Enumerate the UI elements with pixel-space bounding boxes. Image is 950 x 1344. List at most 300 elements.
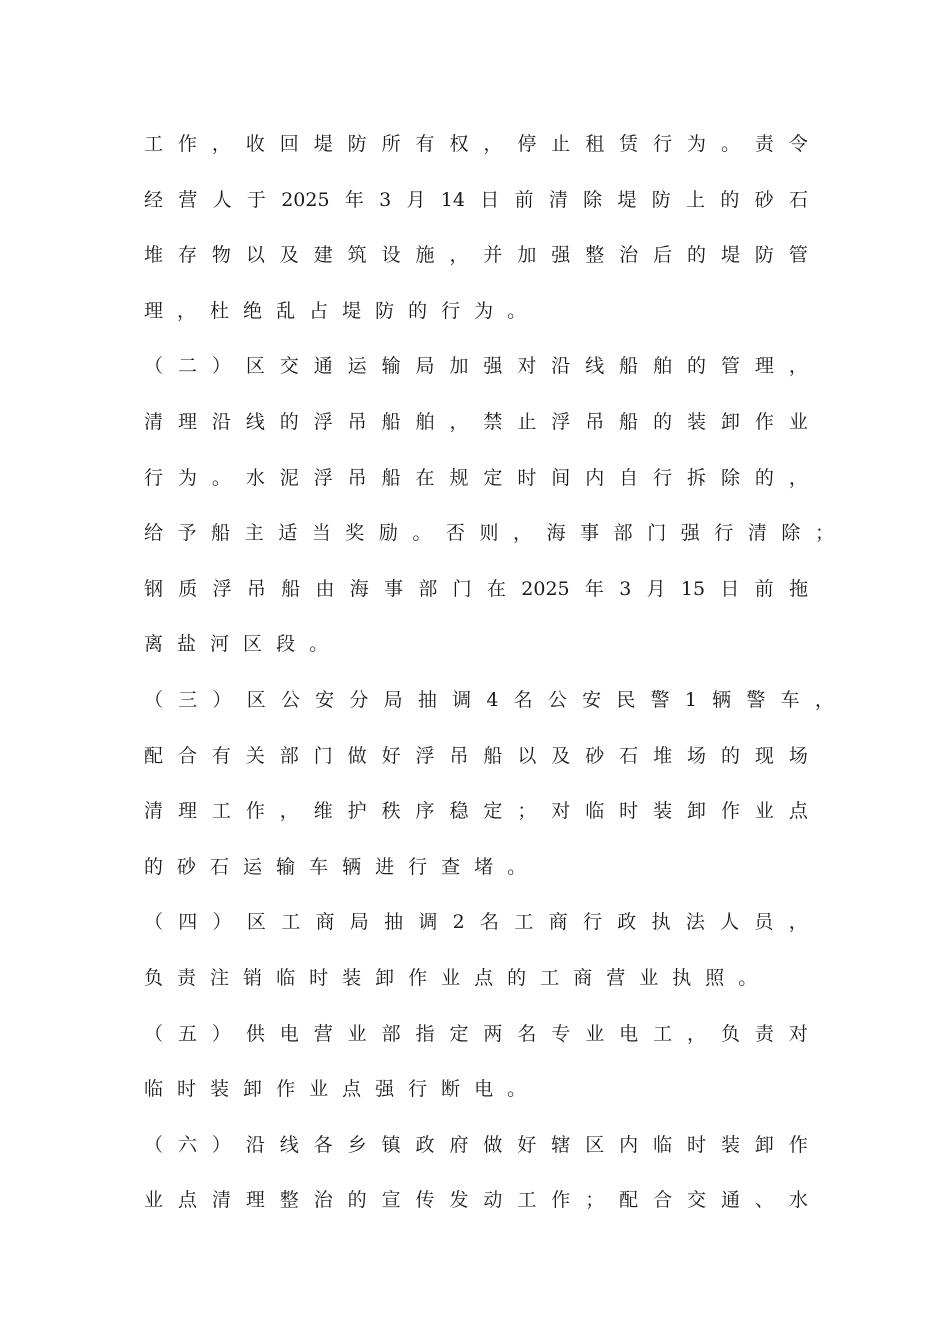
text-line <box>144 404 808 460</box>
text-glyph: 筑 <box>347 244 367 267</box>
text-glyph: 运 <box>243 855 263 878</box>
text-glyph: 断 <box>441 1078 461 1101</box>
text-glyph: 抽 <box>417 688 437 711</box>
text-glyph: 部 <box>613 522 633 545</box>
text-glyph: 营 <box>606 966 626 989</box>
text-glyph: 区 <box>245 355 265 378</box>
text-glyph: 清 <box>144 800 164 823</box>
text-glyph: 后 <box>653 244 673 267</box>
text-glyph: 清 <box>144 410 164 433</box>
text-glyph: 沿 <box>211 410 231 433</box>
text-glyph: 的 <box>653 410 673 433</box>
text-glyph: 行 <box>441 299 461 322</box>
text-glyph: 卸 <box>720 410 740 433</box>
text-glyph: 辆 <box>712 688 732 711</box>
text-glyph: 对 <box>788 1022 808 1045</box>
text-glyph: 业 <box>347 1022 367 1045</box>
text-glyph: 作 <box>788 1133 808 1156</box>
text-glyph: 2 <box>452 911 465 934</box>
text-line <box>144 571 808 627</box>
text-glyph: 业 <box>309 1078 329 1101</box>
text-glyph: 输 <box>276 855 296 878</box>
text-glyph: 工 <box>144 133 164 155</box>
text-glyph: 船 <box>619 355 639 378</box>
text-glyph: 堵 <box>474 855 494 878</box>
text-glyph: 防 <box>754 244 774 267</box>
text-glyph: 在 <box>486 577 506 600</box>
text-glyph: 则 <box>479 522 499 545</box>
text-glyph: 砂 <box>754 188 774 211</box>
text-glyph: 部 <box>381 1022 401 1045</box>
text-glyph: 作 <box>754 410 774 433</box>
text-glyph: 临 <box>585 800 605 823</box>
text-glyph: 合 <box>653 1189 673 1212</box>
text-glyph: 。 <box>738 966 758 989</box>
text-glyph: 乱 <box>276 299 296 322</box>
text-glyph: 石 <box>619 744 639 767</box>
text-glyph: 镇 <box>381 1133 401 1156</box>
text-glyph: 吊 <box>347 466 367 489</box>
text-glyph: 堤 <box>720 244 740 267</box>
text-glyph: 维 <box>313 800 333 823</box>
text-glyph: 14 <box>440 188 465 211</box>
text-glyph: 门 <box>452 577 472 600</box>
text-glyph: 电 <box>279 1022 299 1045</box>
text-glyph: 理 <box>177 410 197 433</box>
text-glyph: 除 <box>583 188 603 211</box>
text-glyph: 对 <box>517 355 537 378</box>
text-glyph: 河 <box>210 633 230 656</box>
text-glyph: ， <box>177 299 197 322</box>
text-glyph: 水 <box>245 466 265 489</box>
text-glyph: 电 <box>474 1078 494 1101</box>
text-glyph: 装 <box>653 800 673 823</box>
text-glyph: 营 <box>313 1022 333 1045</box>
text-glyph: 线 <box>279 1133 299 1156</box>
text-glyph: 作 <box>177 133 197 155</box>
text-glyph: 整 <box>585 244 605 267</box>
text-glyph: 理 <box>754 355 774 378</box>
text-glyph: 交 <box>279 355 299 378</box>
text-glyph: 人 <box>720 911 740 934</box>
text-glyph: 回 <box>279 133 299 155</box>
text-glyph: 时 <box>619 800 639 823</box>
text-glyph: 安 <box>582 688 602 711</box>
text-glyph: 占 <box>309 299 329 322</box>
text-glyph: 门 <box>313 744 333 767</box>
text-glyph: 赁 <box>619 133 639 155</box>
text-glyph: 清 <box>211 1189 231 1212</box>
text-glyph: ， <box>449 410 469 433</box>
text-glyph: ， <box>513 522 533 545</box>
text-glyph: 。 <box>720 133 740 155</box>
text-glyph: 行 <box>144 466 164 489</box>
text-glyph: 名 <box>480 911 500 934</box>
text-glyph: 年 <box>344 188 364 211</box>
text-glyph: 施 <box>415 244 435 267</box>
text-glyph: 砂 <box>585 744 605 767</box>
text-glyph: 绝 <box>243 299 263 322</box>
text-glyph: 并 <box>483 244 503 267</box>
text-glyph: 动 <box>483 1189 503 1212</box>
text-glyph: 令 <box>788 133 808 155</box>
text-glyph: 做 <box>483 1133 503 1156</box>
text-glyph: 的 <box>720 744 740 767</box>
text-glyph: 有 <box>211 744 231 767</box>
text-glyph: 日 <box>480 188 500 211</box>
text-glyph: 府 <box>449 1133 469 1156</box>
text-glyph: 执 <box>672 966 692 989</box>
text-line <box>144 126 808 182</box>
text-glyph: 强 <box>375 1078 395 1101</box>
text-glyph: 日 <box>720 577 740 600</box>
text-glyph: 堤 <box>313 133 333 155</box>
text-glyph: 间 <box>551 466 571 489</box>
text-glyph: 存 <box>177 244 197 267</box>
text-glyph: 业 <box>754 800 774 823</box>
text-glyph: 营 <box>178 188 198 211</box>
text-glyph: 强 <box>483 355 503 378</box>
text-glyph: 发 <box>449 1189 469 1212</box>
text-glyph: 业 <box>441 966 461 989</box>
text-glyph: 及 <box>279 244 299 267</box>
text-glyph: ； <box>517 800 537 823</box>
text-glyph: 给 <box>144 522 164 545</box>
text-glyph: 作 <box>276 1078 296 1101</box>
text-glyph: 防 <box>375 299 395 322</box>
text-glyph: 事 <box>580 522 600 545</box>
text-glyph: 工 <box>540 966 560 989</box>
text-glyph: 卸 <box>754 1133 774 1156</box>
text-glyph: 对 <box>551 800 571 823</box>
text-glyph: 调 <box>452 688 472 711</box>
text-glyph: 海 <box>349 577 369 600</box>
text-glyph: 的 <box>507 966 527 989</box>
text-glyph: 业 <box>585 1022 605 1045</box>
text-glyph: 吊 <box>347 410 367 433</box>
text-glyph: 吊 <box>585 410 605 433</box>
text-glyph: 专 <box>551 1022 571 1045</box>
text-glyph: 清 <box>548 188 568 211</box>
text-glyph: ， <box>279 800 299 823</box>
text-glyph: 定 <box>483 800 503 823</box>
text-glyph: 整 <box>279 1189 299 1212</box>
text-glyph: 公 <box>547 688 567 711</box>
text-glyph: 卸 <box>687 800 707 823</box>
text-glyph: 负 <box>144 966 164 989</box>
text-glyph: 浮 <box>313 466 333 489</box>
text-glyph: 经 <box>144 188 164 211</box>
text-glyph: 门 <box>647 522 667 545</box>
text-glyph: 当 <box>311 522 331 545</box>
text-glyph: 。 <box>309 633 329 656</box>
text-glyph: 五 <box>177 1022 197 1045</box>
text-glyph: 堤 <box>342 299 362 322</box>
text-glyph: 抽 <box>384 911 404 934</box>
text-glyph: ） <box>211 355 231 378</box>
text-glyph: 好 <box>517 1133 537 1156</box>
text-glyph: 船 <box>483 744 503 767</box>
text-glyph: ， <box>449 244 469 267</box>
text-glyph: 四 <box>178 911 198 934</box>
text-glyph: 时 <box>177 1078 197 1101</box>
text-glyph: 作 <box>408 966 428 989</box>
text-glyph: 的 <box>754 466 774 489</box>
text-glyph: 的 <box>720 188 740 211</box>
text-glyph: 工 <box>211 800 231 823</box>
text-glyph: 局 <box>349 911 369 934</box>
text-glyph: 合 <box>177 744 197 767</box>
text-glyph: 防 <box>651 188 671 211</box>
text-glyph: 装 <box>720 1133 740 1156</box>
text-glyph: ） <box>211 1022 231 1045</box>
text-glyph: 商 <box>573 966 593 989</box>
text-line <box>144 738 808 794</box>
text-glyph: 前 <box>514 188 534 211</box>
text-glyph: 宣 <box>381 1189 401 1212</box>
text-glyph: 。 <box>507 855 527 878</box>
text-glyph: 稳 <box>449 800 469 823</box>
text-glyph: 为 <box>474 299 494 322</box>
text-glyph: 浮 <box>313 410 333 433</box>
text-glyph: 定 <box>449 1022 469 1045</box>
text-glyph: 电 <box>619 1022 639 1045</box>
text-glyph: 作 <box>245 800 265 823</box>
text-glyph: ； <box>585 1189 605 1212</box>
text-glyph: 拖 <box>788 577 808 600</box>
text-glyph: 浮 <box>212 577 232 600</box>
text-glyph: ， <box>483 133 503 155</box>
text-glyph: 2025 <box>281 188 330 211</box>
text-glyph: 月 <box>646 577 666 600</box>
text-line <box>144 460 808 516</box>
text-glyph: 以 <box>517 744 537 767</box>
text-glyph: 名 <box>517 1022 537 1045</box>
text-line <box>144 904 808 960</box>
text-glyph: 现 <box>754 744 774 767</box>
text-glyph: 杜 <box>210 299 230 322</box>
text-glyph: 部 <box>418 577 438 600</box>
text-glyph: 通 <box>720 1189 740 1212</box>
text-line <box>144 626 834 682</box>
text-line <box>144 1182 808 1238</box>
text-glyph: 行 <box>714 522 734 545</box>
text-glyph: 警 <box>746 688 766 711</box>
text-glyph: 为 <box>177 466 197 489</box>
text-glyph: 权 <box>449 133 469 155</box>
text-glyph: ； <box>814 522 834 545</box>
text-glyph: 理 <box>177 800 197 823</box>
text-glyph: 关 <box>245 744 265 767</box>
text-glyph: 砂 <box>177 855 197 878</box>
text-glyph: 装 <box>210 1078 230 1101</box>
text-glyph: 作 <box>551 1189 571 1212</box>
text-glyph: 的 <box>144 855 164 878</box>
text-glyph: 装 <box>687 410 707 433</box>
text-glyph: 商 <box>315 911 335 934</box>
text-glyph: ） <box>211 1133 231 1156</box>
text-glyph: 六 <box>177 1133 197 1156</box>
text-glyph: 泥 <box>279 466 299 489</box>
text-glyph: 员 <box>754 911 774 934</box>
text-glyph: 以 <box>245 244 265 267</box>
text-line <box>144 182 808 238</box>
text-glyph: 区 <box>585 1133 605 1156</box>
text-glyph: 船 <box>281 577 301 600</box>
text-glyph: 责 <box>754 1022 774 1045</box>
text-glyph: 作 <box>720 800 740 823</box>
text-glyph: 在 <box>415 466 435 489</box>
text-glyph: 租 <box>585 133 605 155</box>
text-glyph: 装 <box>342 966 362 989</box>
text-glyph: 规 <box>449 466 469 489</box>
text-glyph: 各 <box>313 1133 333 1156</box>
text-glyph: 名 <box>513 688 533 711</box>
text-glyph: 治 <box>313 1189 333 1212</box>
text-glyph: （ <box>144 688 164 711</box>
text-glyph: ） <box>212 911 232 934</box>
text-glyph: 。 <box>211 466 231 489</box>
text-glyph: 线 <box>245 410 265 433</box>
text-glyph: 防 <box>347 133 367 155</box>
text-glyph: ） <box>212 688 232 711</box>
text-glyph: 工 <box>653 1022 673 1045</box>
text-glyph: 二 <box>177 355 197 378</box>
text-glyph: 照 <box>705 966 725 989</box>
text-glyph: （ <box>144 1133 164 1156</box>
text-glyph: 管 <box>788 244 808 267</box>
text-glyph: 车 <box>309 855 329 878</box>
text-glyph: 临 <box>144 1078 164 1101</box>
text-glyph: 责 <box>754 133 774 155</box>
text-line <box>144 1016 808 1072</box>
text-glyph: 场 <box>788 744 808 767</box>
text-glyph: 除 <box>720 466 740 489</box>
text-glyph: 车 <box>780 688 800 711</box>
text-glyph: 业 <box>788 410 808 433</box>
text-glyph: 行 <box>653 133 673 155</box>
text-glyph: 船 <box>619 410 639 433</box>
text-glyph: 管 <box>720 355 740 378</box>
text-glyph: 3 <box>619 577 632 600</box>
text-glyph: 行 <box>653 466 673 489</box>
text-glyph: 秩 <box>381 800 401 823</box>
text-glyph: 年 <box>584 577 604 600</box>
text-glyph: 政 <box>617 911 637 934</box>
text-glyph: 由 <box>315 577 335 600</box>
text-glyph: 石 <box>788 188 808 211</box>
text-glyph: 浮 <box>551 410 571 433</box>
text-glyph: 民 <box>616 688 636 711</box>
text-glyph: 序 <box>415 800 435 823</box>
text-glyph: 两 <box>483 1022 503 1045</box>
text-glyph: 1 <box>684 688 697 711</box>
text-glyph: 加 <box>449 355 469 378</box>
text-glyph: 清 <box>747 522 767 545</box>
text-glyph: 时 <box>309 966 329 989</box>
text-glyph: 点 <box>788 800 808 823</box>
text-line <box>144 682 834 738</box>
text-glyph: 上 <box>686 188 706 211</box>
text-glyph: 2025 <box>521 577 570 600</box>
text-glyph: 时 <box>687 1133 707 1156</box>
text-glyph: 石 <box>210 855 230 878</box>
text-glyph: 事 <box>384 577 404 600</box>
text-glyph: 执 <box>651 911 671 934</box>
text-glyph: 堤 <box>617 188 637 211</box>
text-glyph: 内 <box>585 466 605 489</box>
text-glyph: 水 <box>788 1189 808 1212</box>
text-glyph: 吊 <box>449 744 469 767</box>
text-glyph: 的 <box>687 355 707 378</box>
text-glyph: 行 <box>408 1078 428 1101</box>
text-glyph: 所 <box>381 133 401 155</box>
text-glyph: 止 <box>551 133 571 155</box>
text-glyph: 法 <box>685 911 705 934</box>
text-glyph: 堆 <box>144 244 164 267</box>
text-glyph: 通 <box>313 355 333 378</box>
text-glyph: 。 <box>507 299 527 322</box>
text-glyph: 。 <box>507 1078 527 1101</box>
text-glyph: 辆 <box>342 855 362 878</box>
text-glyph: （ <box>144 1022 164 1045</box>
text-glyph: 建 <box>313 244 333 267</box>
text-glyph: 区 <box>246 688 266 711</box>
text-glyph: 局 <box>383 688 403 711</box>
text-glyph: 三 <box>178 688 198 711</box>
text-line <box>144 960 834 1016</box>
text-glyph: 月 <box>406 188 426 211</box>
text-glyph: ， <box>788 466 808 489</box>
text-glyph: 。 <box>412 522 432 545</box>
text-glyph: 、 <box>754 1189 774 1212</box>
text-glyph: 点 <box>177 1189 197 1212</box>
text-line <box>144 1127 808 1183</box>
text-line <box>144 237 808 293</box>
text-glyph: 点 <box>474 966 494 989</box>
text-glyph: 停 <box>517 133 537 155</box>
text-glyph: 质 <box>178 577 198 600</box>
text-glyph: 舶 <box>653 355 673 378</box>
text-glyph: 进 <box>375 855 395 878</box>
text-glyph: 止 <box>517 410 537 433</box>
text-glyph: 适 <box>278 522 298 545</box>
text-line <box>144 1071 834 1127</box>
text-glyph: 理 <box>144 299 164 322</box>
text-glyph: 负 <box>720 1022 740 1045</box>
text-glyph: 商 <box>548 911 568 934</box>
text-glyph: 人 <box>212 188 232 211</box>
text-line <box>144 348 808 404</box>
text-glyph: 的 <box>279 410 299 433</box>
text-glyph: ， <box>687 1022 707 1045</box>
text-glyph: 时 <box>517 466 537 489</box>
text-glyph: 4 <box>486 688 499 711</box>
text-glyph: 物 <box>211 244 231 267</box>
text-glyph: （ <box>144 911 164 934</box>
text-glyph: 除 <box>781 522 801 545</box>
text-glyph: 供 <box>245 1022 265 1045</box>
text-glyph: 船 <box>381 466 401 489</box>
text-glyph: 拆 <box>687 466 707 489</box>
text-line <box>144 793 808 849</box>
text-glyph: 传 <box>415 1189 435 1212</box>
text-glyph: 配 <box>619 1189 639 1212</box>
document-body <box>144 126 834 1238</box>
text-glyph: 业 <box>144 1189 164 1212</box>
text-glyph: 于 <box>246 188 266 211</box>
text-glyph: 配 <box>144 744 164 767</box>
